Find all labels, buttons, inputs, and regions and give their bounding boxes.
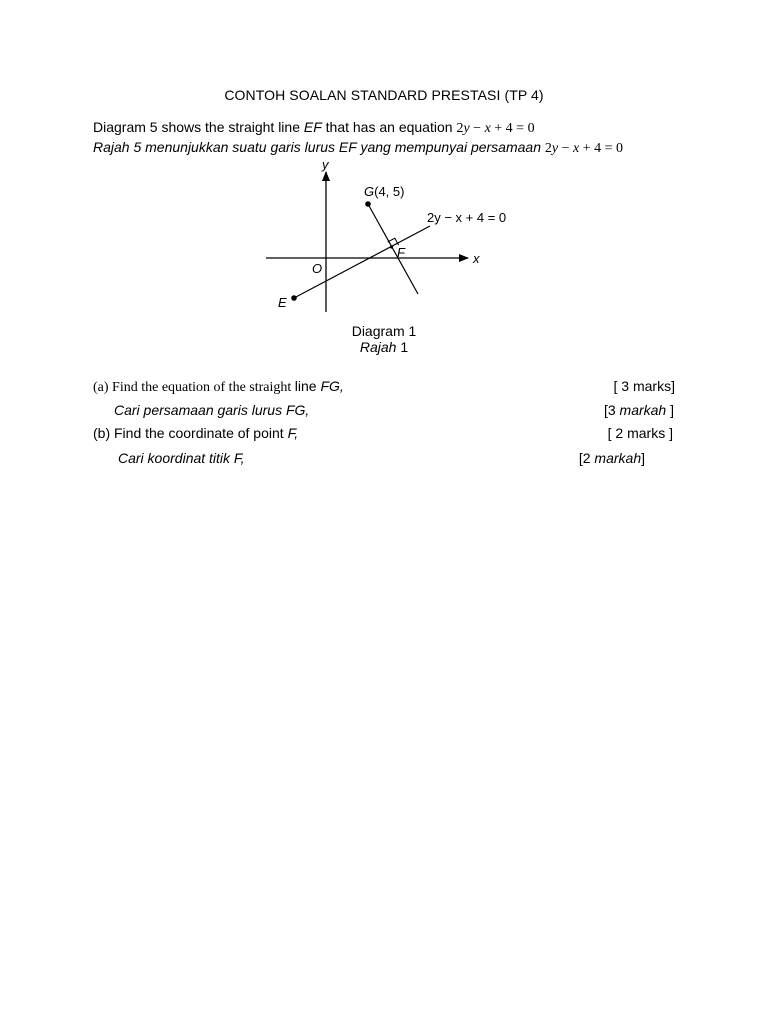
eq-x: x [484, 121, 491, 136]
point-g [365, 201, 371, 207]
diagram-caption: Diagram 1 [351, 323, 417, 339]
question-a-line-word: line [294, 378, 321, 394]
eq2-rest: + 4 = 0 [579, 141, 624, 156]
question-b-f: F, [287, 425, 299, 441]
eq-coef: 2 [456, 121, 464, 136]
eq2-coef: 2 [544, 141, 552, 156]
question-a-fg: FG, [320, 378, 344, 394]
question-a-malay-marks [560, 402, 674, 418]
eq2-y: y [551, 141, 559, 156]
question-a-prefix: (a) Find the equation of the straight [93, 380, 295, 395]
point-f-label: F [397, 245, 405, 260]
eq2-x: x [573, 141, 580, 156]
intro-equation-malay [545, 141, 623, 156]
b-ms-marks-open: [2 [578, 450, 595, 466]
eq-minus: − [469, 121, 485, 136]
y-axis-label: y [322, 160, 329, 172]
b-ms-marks-close: ] [641, 450, 645, 466]
intro-malay-text: Rajah 5 menunjukkan suatu garis lurus EF yang mempunyai persamaan [93, 139, 545, 155]
question-b-prefix: (b) Find the coordinate of point [93, 425, 288, 441]
line-equation-label: 2y − x + 4 = 0 [427, 210, 507, 225]
question-b-malay: Cari koordinat titik F, [118, 450, 245, 466]
eq-y: y [463, 121, 470, 136]
eq-rest: + 4 = 0 [490, 121, 535, 136]
intro-equation [456, 121, 534, 136]
point-f [390, 245, 393, 248]
line-fg [368, 204, 418, 294]
question-a-marks: [ 3 marks] [613, 378, 675, 394]
diagram-caption-malay [0, 339, 768, 355]
question-b-english [93, 425, 298, 441]
b-ms-marks-word: markah [594, 450, 642, 466]
eq2-minus: − [558, 141, 574, 156]
caption-malay-number: 1 [396, 339, 409, 355]
origin-label: O [312, 261, 323, 276]
point-e-label: E [278, 295, 287, 310]
point-g-coords: (4, 5) [374, 184, 405, 199]
question-a-malay: Cari persamaan garis lurus FG, [114, 402, 310, 418]
point-g-label [364, 184, 404, 199]
question-b-marks: [ 2 marks ] [607, 425, 673, 441]
question-b-malay-marks [540, 450, 645, 466]
straight-line-diagram [262, 160, 522, 316]
a-ms-marks-open: [3 [603, 402, 620, 418]
question-a-english [93, 378, 344, 396]
intro-english-prefix: Diagram 5 shows the straight line [93, 119, 304, 135]
caption-malay-word: Rajah [359, 339, 397, 355]
a-ms-marks-word: markah [619, 402, 667, 418]
intro-malay [93, 139, 623, 157]
x-axis-label: x [473, 251, 480, 266]
intro-english [93, 119, 535, 137]
intro-english-suffix: that has an equation [321, 119, 457, 135]
point-e [291, 295, 297, 301]
intro-line-name: EF [303, 119, 322, 135]
point-g-name: G [364, 184, 375, 199]
page-title: CONTOH SOALAN STANDARD PRESTASI (TP 4) [224, 87, 544, 103]
a-ms-marks-close: ] [666, 402, 674, 418]
